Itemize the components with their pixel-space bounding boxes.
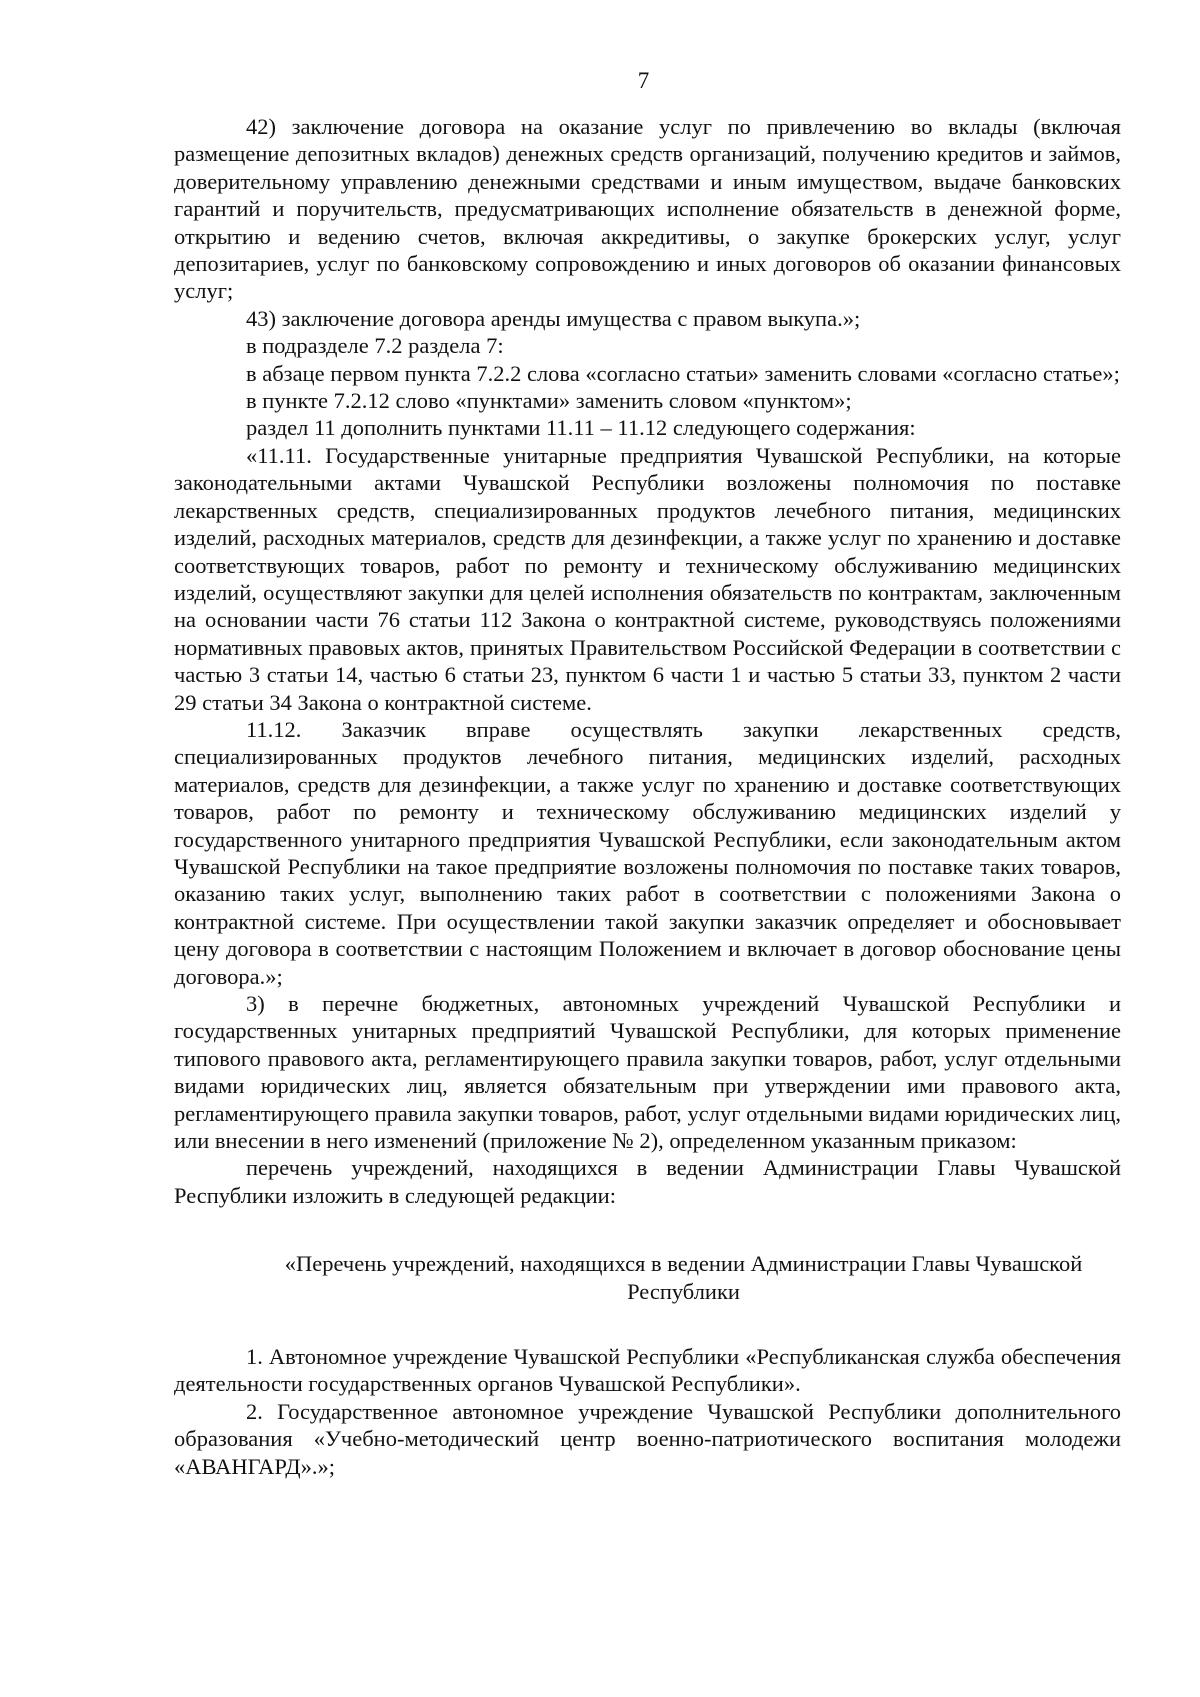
list-item-2: 2. Государственное автономное учреждение Чувашской Республики дополнительного образования «Учебно-методический центр военно-патриотического воспитания молодежи «АВАНГАРД».»; [174,1398,1121,1479]
paragraph-list-intro: перечень учреждений, находящихся в ведении Администрации Главы Чувашской Республики изложить в следующей редакции: [174,1155,1121,1208]
list-heading: «Перечень учреждений, находящихся в ведении Администрации Главы Чувашской Республики [284,1251,1083,1304]
paragraph-point-7-2-2: в абзаце первом пункта 7.2.2 слова «согласно статьи» заменить словами «согласно статье»; [246,360,1120,386]
paragraph-point-7-2-12: в пункте 7.2.12 слово «пунктами» заменить словом «пунктом»; [246,388,852,414]
document-body [174,113,1121,1480]
paragraph-section-11: раздел 11 дополнить пунктами 11.11 – 11.12 следующего содержания: [246,415,916,441]
paragraph-11-11: «11.11. Государственные унитарные предприятия Чувашской Республики, на которые законодательными актами Чувашской Республики возложены полномочия по поставке лекарственных средств, специализированных продуктов лечебного питания, медицинских изделий, расходных материалов, средств для дезинфекции, а также услуг по хранению и доставке соответствующих товаров, работ по ремонту и техническому обслуживанию медицинских изделий, осуществляют закупки для целей исполнения обязательств по контрактам, заключенным на основании части 76 статьи 112 Закона о контрактной системе, руководствуясь положениями нормативных правовых актов, принятых Правительством Российской Федерации в соответствии с частью 3 статьи 14, частью 6 статьи 23, пунктом 6 части 1 и частью 5 статьи 33, пунктом 2 части 29 статьи 34 Закона о контрактной системе. [174,442,1121,715]
paragraph-item-42: 42) заключение договора на оказание услуг по привлечению во вклады (включая размещение депозитных вкладов) денежных средств организаций, получению кредитов и займов, доверительному управлению денежными средствами и иным имуществом, выдаче банковских гарантий и поручительств, предусматривающих исполнение обязательств в денежной форме, открытию и ведению счетов, включая аккредитивы, о закупке брокерских услуг, услуг депозитариев, услуг по банковскому сопровождению и иных договоров об оказании финансовых услуг; [174,114,1121,304]
paragraph-item-43: 43) заключение договора аренды имущества с правом выкупа.»; [246,305,861,331]
paragraph-subsection-7-2: в подразделе 7.2 раздела 7: [246,333,504,359]
paragraph-item-3: 3) в перечне бюджетных, автономных учреждений Чувашской Республики и государственных унитарных предприятий Чувашской Республики, для которых применение типового правового акта, регламентирующего правила закупки товаров, работ, услуг отдельными видами юридических лиц, является обязательным при утверждении ими правового акта, регламентирующего правила закупки товаров, работ, услуг отдельными видами юридических лиц, или внесении в него изменений (приложение № 2), определенном указанным приказом: [174,991,1121,1154]
page-number: 7 [637,68,650,93]
list-item-1: 1. Автономное учреждение Чувашской Республики «Республиканская служба обеспечения деятельности государственных органов Чувашской Республики». [174,1344,1121,1397]
paragraph-11-12: 11.12. Заказчик вправе осуществлять закупки лекарственных средств, специализированных продуктов лечебного питания, медицинских изделий, расходных материалов, средств для дезинфекции, а также услуг по хранению и доставке соответствующих товаров, работ по ремонту и техническому обслуживанию медицинских изделий у государственного унитарного предприятия Чувашской Республики, если законодательным актом Чувашской Республики на такое предприятие возложены полномочия по поставке таких товаров, оказанию таких услуг, выполнению таких работ в соответствии с положениями Закона о контрактной системе. При осуществлении такой закупки заказчик определяет и обосновывает цену договора в соответствии с настоящим Положением и включает в договор обоснование цены договора.»; [174,716,1121,989]
